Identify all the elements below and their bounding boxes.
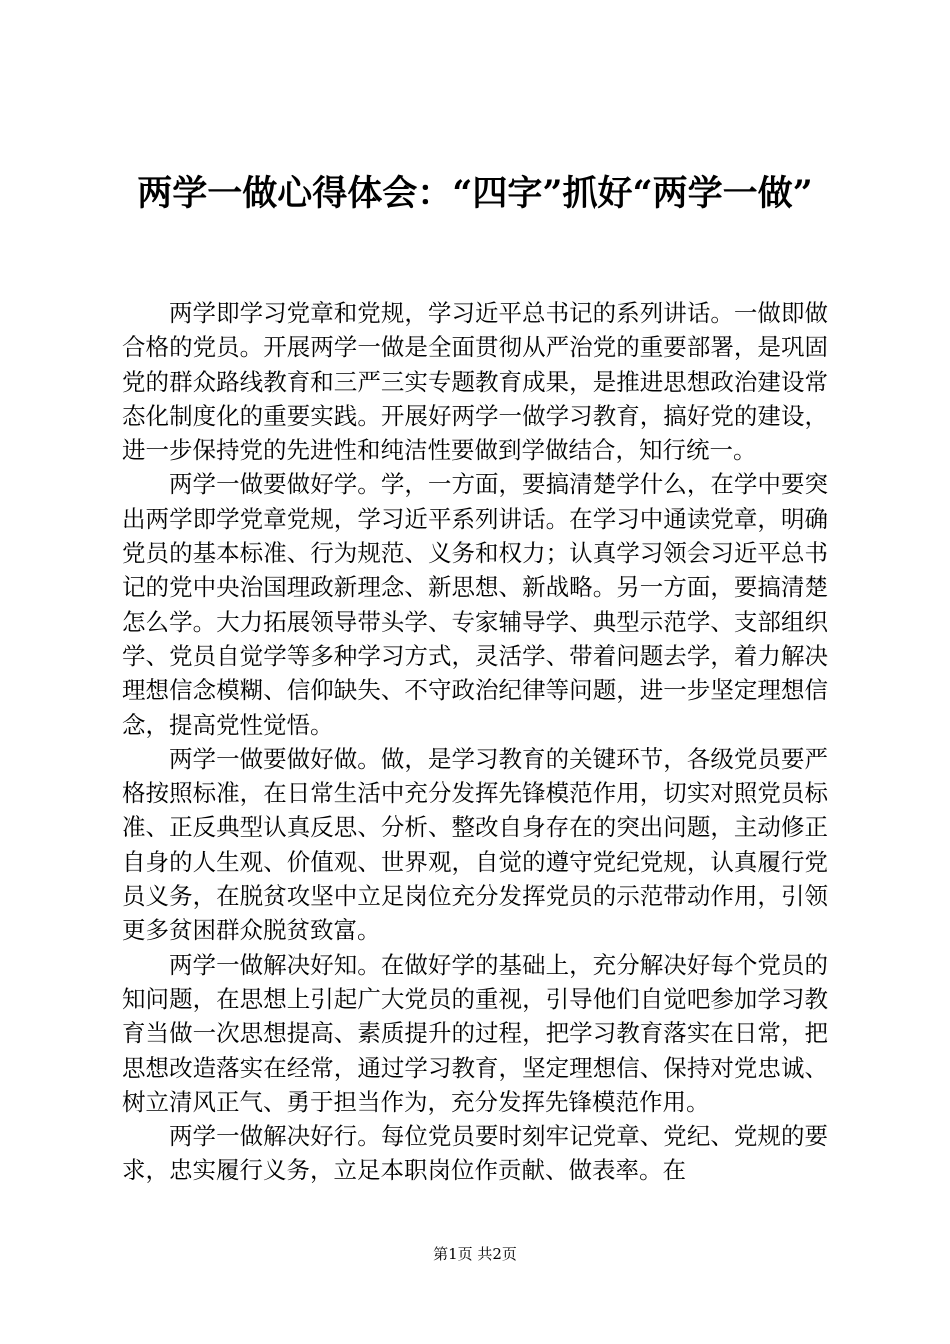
document-title: 两学一做心得体会：“四字”抓好“两学一做” <box>137 173 813 214</box>
document-body <box>122 296 828 1188</box>
page-footer: 第1页 共2页 <box>433 1245 517 1263</box>
paragraph: 两学即学习党章和党规，学习近平总书记的系列讲话。一做即做合格的党员。开展两学一做是全面贯彻从严治党的重要部署，是巩固党的群众路线教育和三严三实专题教育成果，是推进思想政治建设常态化制度化的重要实践。开展好两学一做学习教育，搞好党的建设，进一步保持党的先进性和纯洁性要做到学做结合，知行统一。 <box>122 299 828 465</box>
paragraph: 两学一做要做好学。学，一方面，要搞清楚学什么，在学中要突出两学即学党章党规，学习近平系列讲话。在学习中通读党章，明确党员的基本标准、行为规范、义务和权力；认真学习领会习近平总书记的党中央治国理政新理念、新思想、新战略。另一方面，要搞清楚怎么学。大力拓展领导带头学、专家辅导学、典型示范学、支部组织学、党员自觉学等多种学习方式，灵活学、带着问题去学，着力解决理想信念模糊、信仰缺失、不守政治纪律等问题，进一步坚定理想信念，提高党性觉悟。 <box>122 470 828 739</box>
paragraph: 两学一做解决好行。每位党员要时刻牢记党章、党纪、党规的要求，忠实履行义务，立足本职岗位作贡献、做表率。在 <box>122 1122 828 1185</box>
paragraph: 两学一做解决好知。在做好学的基础上，充分解决好每个党员的知问题，在思想上引起广大党员的重视，引导他们自觉吧参加学习教育当做一次思想提高、素质提升的过程，把学习教育落实在日常，把思想改造落实在经常，通过学习教育，坚定理想信、保持对党忠诚、树立清风正气、勇于担当作为，充分发挥先锋模范作用。 <box>122 950 828 1116</box>
paragraph: 两学一做要做好做。做，是学习教育的关键环节，各级党员要严格按照标准，在日常生活中充分发挥先锋模范作用，切实对照党员标准、正反典型认真反思、分析、整改自身存在的突出问题，主动修正自身的人生观、价值观、世界观，自觉的遵守党纪党规，认真履行党员义务，在脱贫攻坚中立足岗位充分发挥党员的示范带动作用，引领更多贫困群众脱贫致富。 <box>122 744 828 945</box>
